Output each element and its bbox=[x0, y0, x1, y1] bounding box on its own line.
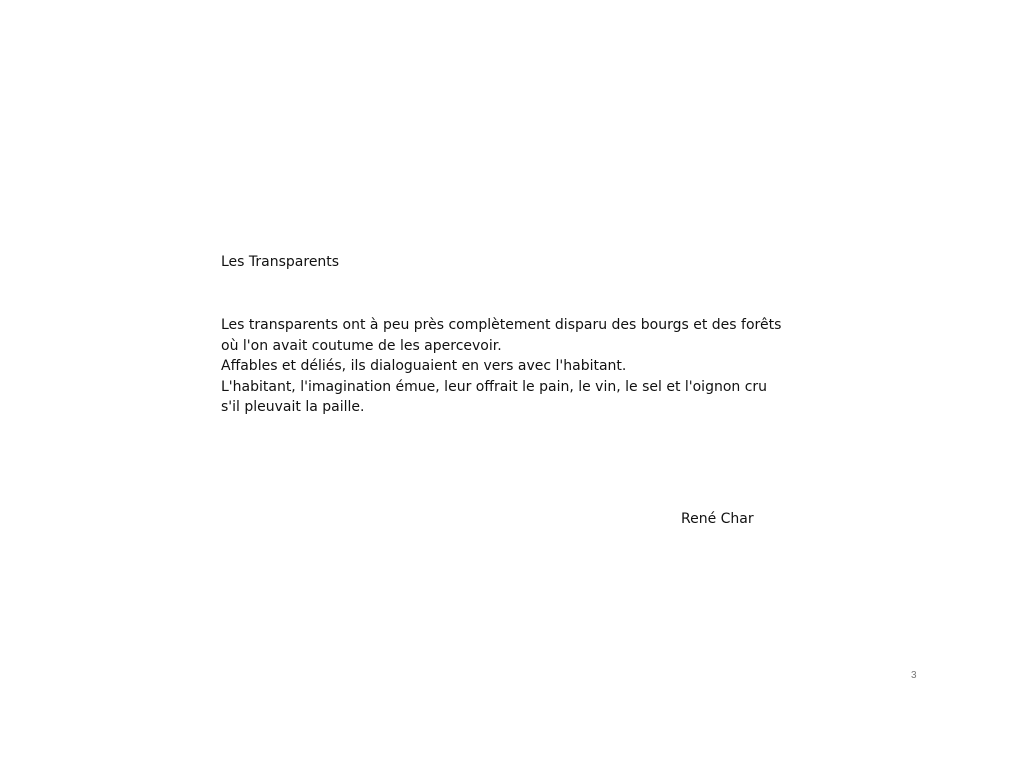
poem-line: Affables et déliés, ils dialoguaient en vers avec l'habitant. bbox=[221, 358, 627, 374]
page-number: 3 bbox=[911, 670, 917, 681]
poem-body bbox=[221, 315, 781, 418]
poem-line: s'il pleuvait la paille. bbox=[221, 399, 365, 415]
poem-line: L'habitant, l'imagination émue, leur offrait le pain, le vin, le sel et l'oignon cru bbox=[221, 378, 768, 395]
author-signature: René Char bbox=[681, 511, 754, 527]
poem-line: Les transparents ont à peu près complètement disparu des bourgs et des forêts bbox=[221, 317, 782, 333]
poem-title: Les Transparents bbox=[221, 254, 340, 270]
poem-line: où l'on avait coutume de les apercevoir. bbox=[221, 337, 502, 354]
